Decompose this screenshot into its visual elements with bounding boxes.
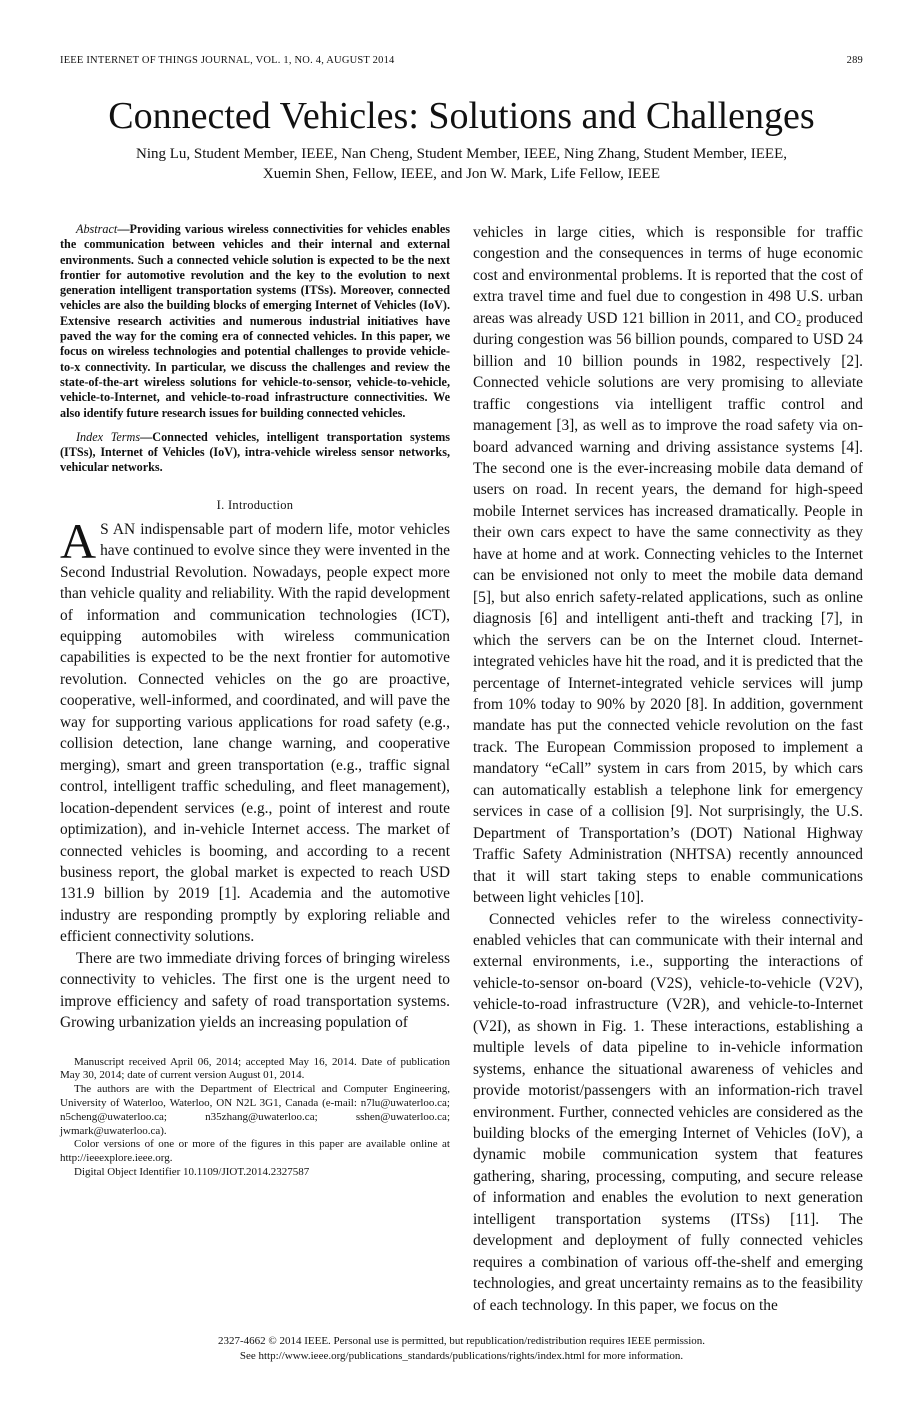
section-heading: I. Introduction bbox=[216, 497, 294, 512]
running-header-row bbox=[60, 54, 863, 68]
footnote: The authors are with the Department of Electrical and Computer Engineering, University of Waterloo, Waterloo, ON N2L 3G1, Canada (e-mail: n7lu@uwaterloo.ca; n5cheng@uwaterloo.ca; n35zhang@uwaterloo.ca; sshen@uwaterloo.ca; jwmark@uwaterloo.ca). bbox=[60, 1083, 450, 1137]
abstract-text: —Providing various wireless connectivities for vehicles enables the communication between vehicles and their internal and external environments. Such a connected vehicle solution is expected to be the next frontier for automotive revolution and the key to the evolution to next generation intelligent transportation systems (ITSs). Moreover, connected vehicles are also the building blocks of emerging Internet of Vehicles (IoV). Extensive research activities and numerous industrial initiatives have paved the way for the coming era of connected vehicles. In this paper, we focus on wireless technologies and potential challenges to provide vehicle-to-x connectivity. In particular, we discuss the challenges and review the state-of-the-art wireless solutions for vehicle-to-sensor, vehicle-to-vehicle, vehicle-to-Internet, and vehicle-to-road infrastructure connectivities. We also identify future research issues for building connected vehicles. bbox=[60, 222, 450, 420]
footnote: Color versions of one or more of the figures in this paper are available online at http://ieeexplore.ieee.org. bbox=[60, 1138, 450, 1165]
footnote: Digital Object Identifier 10.1109/JIOT.2014.2327587 bbox=[74, 1166, 310, 1178]
abstract bbox=[60, 222, 450, 421]
footnote: Manuscript received April 06, 2014; accepted May 16, 2014. Date of publication May 30, 2014; date of current version August 01, 2014. bbox=[60, 1055, 450, 1082]
copyright-line: 2327-4662 © 2014 IEEE. Personal use is permitted, but republication/redistribution requires IEEE permission. bbox=[217, 1335, 706, 1348]
abstract-label: Abstract bbox=[76, 222, 118, 236]
left-column bbox=[60, 222, 450, 1316]
footnotes bbox=[60, 1056, 450, 1180]
body-paragraph: vehicles in large cities, which is responsible for traffic congestion and the consequences in terms of huge economic cost and environmental problems. It is reported that the cost of extra travel time and fuel due to congestion in 498 U.S. urban areas was already USD 121 billion in 2011, and CO₂ produced during congestion was 56 billion pounds, compared to USD 24 billion and 10 billion pounds in 1982, respectively [2]. Connected vehicle solutions are very promising to alleviate traffic congestions via intelligent traffic control and management [3], as well as to improve the road safety via on-board advanced warning and driving assistance systems [4]. The second one is the ever-increasing mobile data demand of users on road. In recent years, the demand for high-speed mobile Internet services has increased dramatically. People in their own cars expect to have the same connectivity as they have at home and at work. Connecting vehicles to the Internet can be envisioned not only to meet the mobile data demand [5], but also enrich safety-related applications, such as online diagnosis [6] and intelligent anti-theft and tracking [7], in which the servers can be on the Internet cloud. Internet-integrated vehicles have hit the road, and it is predicted that the percentage of Internet-integrated vehicle services will jump from 10% today to 90% by 2020 [8]. In addition, government mandate has put the connected vehicle revolution on the fast track. The European Commission proposed to implement a mandatory “eCall” system in cars from 2015, by which cars can automatically establish a telephone link for emergency services in case of a collision [9]. Not surprisingly, the U.S. Department of Transportation’s (DOT) National Highway Traffic Safety Administration (NHTSA) recently announced that it will start taking steps to enable communications between light vehicles [10]. bbox=[473, 224, 863, 907]
two-column-body bbox=[60, 222, 863, 1316]
index-terms bbox=[60, 430, 450, 476]
author-line-2: Xuemin Shen, Fellow, IEEE, and Jon W. Mark, Life Fellow, IEEE bbox=[262, 166, 661, 182]
author-line-1: Ning Lu, Student Member, IEEE, Nan Cheng, Student Member, IEEE, Ning Zhang, Student Member, IEEE, bbox=[136, 146, 787, 162]
index-terms-label: Index Terms bbox=[76, 429, 141, 444]
rights-link-line: See http://www.ieee.org/publications_standards/publications/rights/index.html for more information. bbox=[239, 1350, 684, 1363]
drop-cap: A bbox=[60, 512, 97, 569]
paper-title: Connected Vehicles: Solutions and Challenges bbox=[108, 95, 815, 137]
copyright-footer bbox=[60, 1334, 863, 1364]
intro-body bbox=[60, 512, 450, 1034]
index-terms-text: —Connected vehicles, intelligent transportation systems (ITSs), Internet of Vehicles (IoV), intra-vehicle wireless sensor networks, vehicular networks. bbox=[60, 429, 451, 475]
intro-paragraph-2: There are two immediate driving forces of bringing wireless connectivity to vehicles. The first one is the urgent need to improve efficiency and safety of road transportation systems. Growing urbanization yields an increasing population of bbox=[60, 949, 450, 1032]
body-paragraph: Connected vehicles refer to the wireless connectivity-enabled vehicles that can communicate with their internal and external environments, i.e., supporting the interactions of vehicle-to-sensor on-board (V2S), vehicle-to-vehicle (V2V), vehicle-to-road infrastructure (V2R), and vehicle-to-Internet (V2I), as shown in Fig. 1. These interactions, establishing a multiple levels of data pipeline to in-vehicle information systems, enhance the situational awareness of vehicles and provide motorist/passengers with an information-rich travel environment. Further, connected vehicles are considered as the building blocks of the emerging Internet of Vehicles (IoV), a dynamic mobile communication system that features gathering, sharing, processing, computing, and secure release of information and enables the evolution to next generation intelligent transportation systems (ITSs) [11]. The development and deployment of fully connected vehicles requires a combination of various off-the-shelf and emerging technologies, and great uncertainty remains as to the feasibility of each technology. In this paper, we focus on the bbox=[473, 910, 863, 1314]
intro-paragraph-1: S AN indispensable part of modern life, motor vehicles have continued to evolve since they were invented in the Second Industrial Revolution. Nowadays, people expect more than vehicle quality and reliability. With the rapid development of information and communication technologies (ICT), equipping automobiles with wireless communication capabilities is expected to be the next frontier for automotive revolution. Connected vehicles on the go are proactive, cooperative, well-informed, and coordinated, and will pave the way for supporting various applications for road safety (e.g., collision detection, lane change warning, and cooperative merging), smart and green transportation (e.g., traffic signal control, intelligent traffic scheduling, and fleet management), location-dependent services (e.g., point of interest and route optimization), and in-vehicle Internet access. The market of connected vehicles is booming, and according to a recent business report, the global market is expected to reach USD 131.9 billion by 2019 [1]. Academia and the automotive industry are responding promptly by exploring reliable and efficient connectivity solutions. bbox=[60, 520, 450, 946]
right-column bbox=[473, 222, 863, 1316]
running-header: IEEE INTERNET OF THINGS JOURNAL, VOL. 1, NO. 4, AUGUST 2014 bbox=[60, 55, 395, 66]
page-number: 289 bbox=[846, 55, 863, 66]
